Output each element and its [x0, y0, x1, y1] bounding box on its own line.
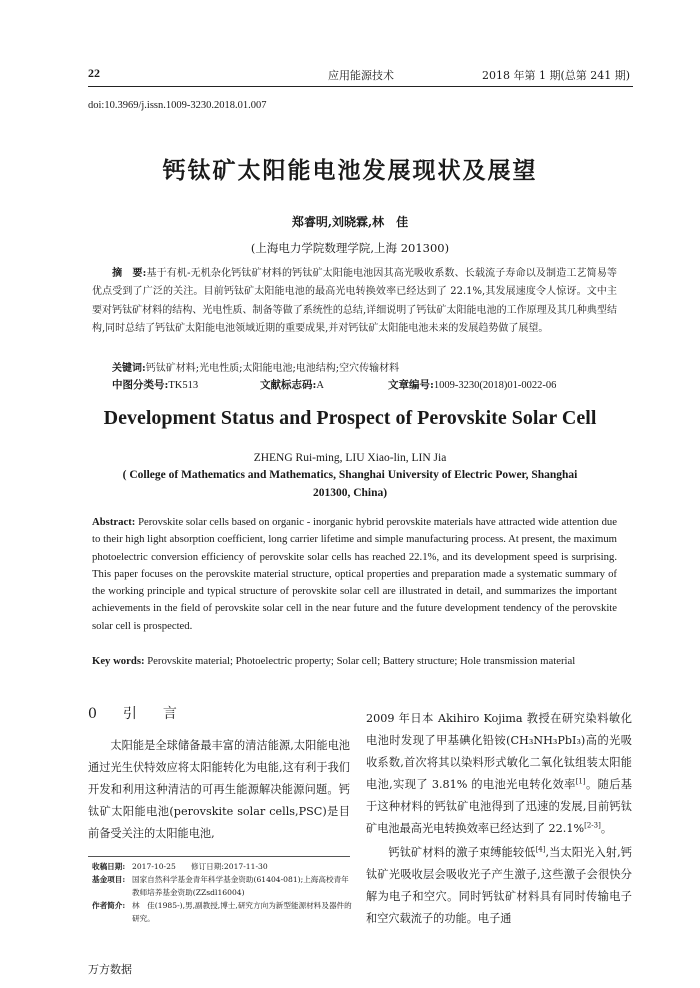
keywords-en-text: Perovskite material; Photoelectric property; Solar cell; Battery structure; Hole transmission material [147, 655, 576, 667]
footnotes [92, 860, 352, 925]
title-en: Development Status and Prospect of Perovskite Solar Cell [103, 407, 597, 429]
header-rule [88, 86, 633, 87]
clc-label: 中图分类号: [112, 379, 169, 391]
doc-code-value: A [316, 380, 324, 391]
abstract-en-label: Abstract: [92, 516, 136, 528]
citation-4: [4] [535, 845, 546, 854]
received-label: 收稿日期: [92, 862, 126, 871]
footnote-rule [88, 856, 350, 857]
body-right-paragraph-2 [366, 842, 632, 930]
body-right-column [366, 708, 632, 930]
keywords-cn-label: 关键词: [112, 363, 146, 374]
authors-en: ZHENG Rui-ming, LIU Xiao-lin, LIN Jia [253, 452, 447, 464]
body-left-column [88, 735, 350, 845]
citation-2-3: [2-3] [584, 821, 601, 830]
clc-value: TK513 [168, 380, 199, 391]
keywords-en [92, 653, 617, 670]
affiliation-cn: (上海电力学院数理学院,上海 201300) [250, 241, 450, 255]
abstract-cn-label: 摘 要: [112, 268, 147, 279]
footnote-fund [92, 873, 352, 899]
text-run: 。随后基于这种材料的钙钛矿电池得到了迅速的发展,目前钙钛矿电池最高光电转换效率已经达到了 22.1% [366, 778, 632, 835]
watermark: 万方数据 [88, 963, 132, 976]
fund-value: 国家自然科学基金青年科学基金资助(61404-081);上海高校青年教师培养基金资助(ZZsdl16004) [132, 875, 349, 897]
title-cn: 钙钛矿太阳能电池发展现状及展望 [162, 157, 538, 184]
footnote-received [92, 860, 352, 873]
keywords-en-label: Key words: [92, 655, 145, 667]
abstract-cn [92, 265, 617, 339]
author-value: 林 佳(1985-),男,副教授,博士,研究方向为新型能源材料及器件的研究。 [132, 901, 352, 923]
journal-name: 应用能源技术 [328, 69, 394, 82]
received-value: 2017-10-25 修订日期:2017-11-30 [132, 862, 268, 871]
abstract-cn-text: 基于有机-无机杂化钙钛矿材料的钙钛矿太阳能电池因其高光吸收系数、长载流子寿命以及制造工艺简易等优点受到了广泛的关注。目前钙钛矿太阳能电池的最高光电转换效率已经达到了 22.1%,其发展速度令人惊讶。文中主要对钙钛矿材料的结构、光电性质、制备等做了系统性的总结,详细说明了钙钛矿太阳能电池的工作原理及其几种典型结构,同时总结了钙钛矿太阳能电池领域近期的重要成果,并对钙钛矿太阳能电池未来的发展趋势做了展望。 [92, 268, 617, 335]
text-run: 2009 年日本 Akihiro Kojima 教授在研究染料敏化电池时发现了甲基碘化铅铵(CH₃NH₃PbI₃)高的光吸收系数,首次将其以染料形式敏化二氧化钛组装太阳能电池,实现了 3.81% 的电池光电转化效率 [366, 712, 632, 791]
doc-code-label: 文献标志码: [260, 379, 317, 391]
text-run: ,当太阳光入射,钙钛矿光吸收层会吸收光子产生激子,这些激子会很快分解为电子和空穴。同时钙钛矿材料具有同时传输电子和空穴载流子的功能。电子通 [366, 846, 632, 925]
classification-row [112, 377, 617, 392]
issue-info: 2018 年第 1 期(总第 241 期) [482, 69, 631, 82]
abstract-en [92, 514, 617, 635]
keywords-cn-text: 钙钛矿材料;光电性质;太阳能电池;电池结构;空穴传输材料 [145, 363, 400, 374]
keywords-cn [112, 359, 617, 374]
fund-label: 基金项目: [92, 875, 126, 884]
body-right-paragraph-1 [366, 708, 632, 840]
page-number: 22 [88, 66, 100, 80]
text-run: 钙钛矿材料的激子束缚能较低 [388, 846, 536, 859]
citation-1: [1] [575, 777, 586, 786]
text-run: 。 [600, 822, 613, 835]
footnote-author [92, 899, 352, 925]
affiliation-en: ( College of Mathematics and Mathematics, Shanghai University of Electric Power, Shanghai 201300, China) [122, 469, 578, 499]
doi: doi:10.3969/j.issn.1009-3230.2018.01.007 [88, 100, 267, 111]
section-heading: 0 引 言 [88, 706, 183, 722]
author-label: 作者简介: [92, 901, 126, 910]
body-left-paragraph: 太阳能是全球储备最丰富的清洁能源,太阳能电池通过光生伏特效应将太阳能转化为电能,这有利于我们开发和利用这种清洁的可再生能源解决能源问题。钙钛矿太阳能电池(perovskite solar cells,PSC)是目前备受关注的太阳能电池, [88, 739, 350, 840]
article-no-value: 1009-3230(2018)01-0022-06 [433, 380, 557, 391]
abstract-en-text: Perovskite solar cells based on organic - inorganic hybrid perovskite materials have attracted wide attention due to their high light absorption coefficient, long carrier lifetime and simple manufacturing process. At present, the maximum photoelectric conversion efficiency of perovskite solar cells has reached 22.1%, and its development speed is surprising. This paper focuses on the perovskite material structure, optical properties and preparation made a systematic summary of the working principle and typical structure of perovskite solar cell are illustrated in detail, and summarizes the important achievements in the field of perovskite solar cell in the near future and the future development tendency of the perovskite solar cell is prospected. [92, 516, 618, 632]
article-no-label: 文章编号: [388, 379, 434, 391]
authors-cn: 郑睿明,刘晓霖,林 佳 [291, 215, 409, 229]
